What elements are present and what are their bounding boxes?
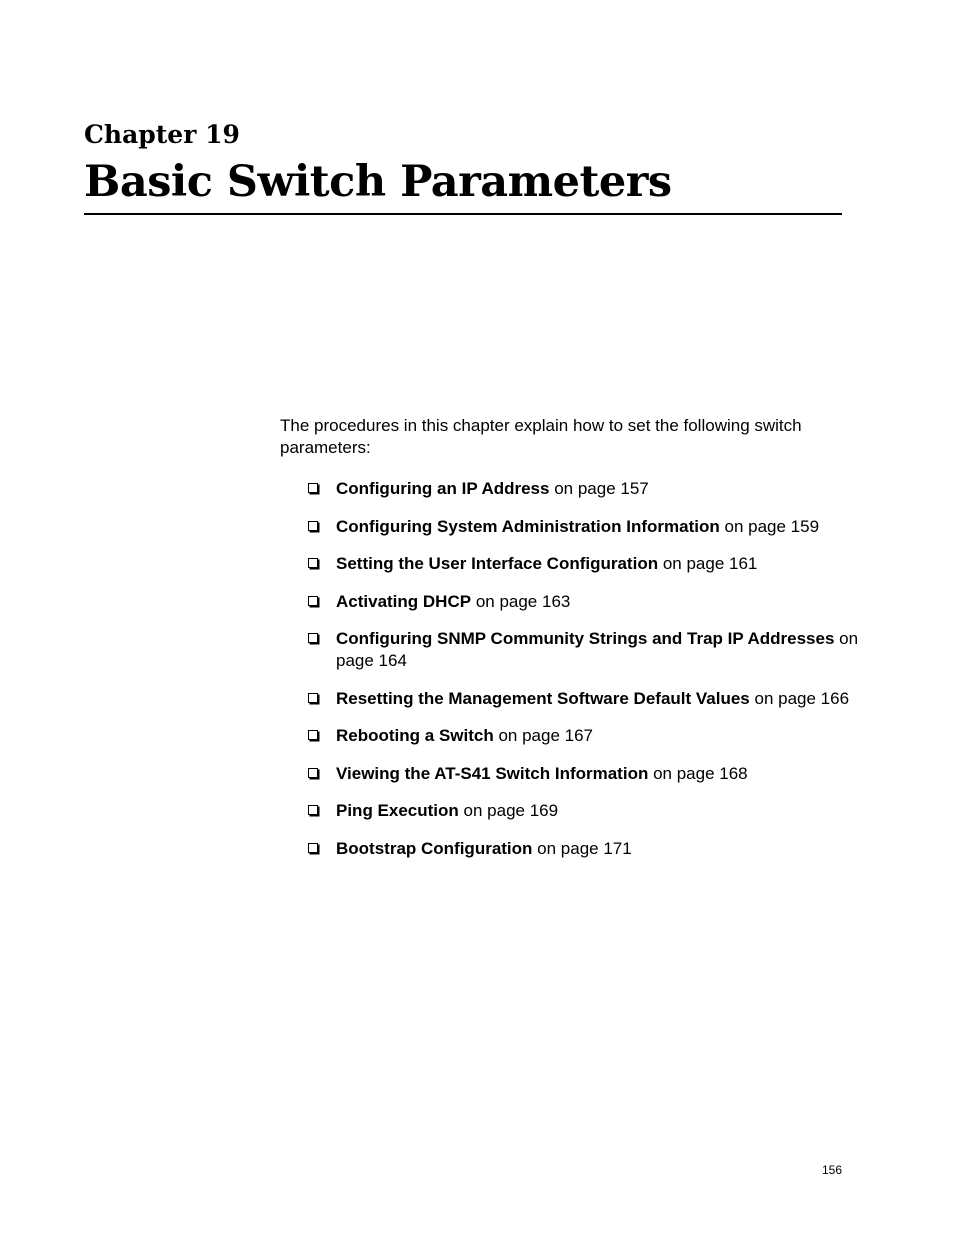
- page-reference: on page 157: [554, 479, 649, 498]
- checkbox-icon: [308, 596, 318, 606]
- topic-link[interactable]: Bootstrap Configuration: [336, 838, 533, 858]
- topic-list: [308, 478, 868, 875]
- chapter-label: Chapter 19: [84, 120, 240, 149]
- checkbox-icon: [308, 693, 318, 703]
- intro-paragraph: The procedures in this chapter explain how to set the following switch parameters:: [280, 416, 802, 457]
- list-item: [308, 763, 868, 785]
- page-reference: on page 166: [754, 688, 850, 708]
- topic-link[interactable]: Activating DHCP: [336, 591, 472, 611]
- page-number: 156: [821, 1163, 842, 1177]
- list-item: [308, 800, 868, 822]
- list-item: [308, 478, 868, 500]
- checkbox-icon: [308, 843, 318, 853]
- topic-link[interactable]: Configuring an IP Address: [336, 479, 550, 498]
- title-divider: [84, 213, 842, 215]
- list-item: [308, 688, 868, 710]
- page-reference: on page 159: [724, 516, 820, 536]
- list-item: [308, 628, 868, 672]
- topic-link[interactable]: Configuring SNMP Community Strings and Trap IP Addresses: [336, 629, 835, 648]
- page-reference: on page 161: [662, 554, 758, 573]
- page-reference: on page 164: [336, 629, 859, 670]
- page-reference: on page 163: [475, 591, 571, 611]
- topic-link[interactable]: Rebooting a Switch: [336, 726, 494, 745]
- checkbox-icon: [308, 805, 318, 815]
- checkbox-icon: [308, 768, 318, 778]
- checkbox-icon: [308, 483, 318, 493]
- topic-link[interactable]: Configuring System Administration Information: [336, 516, 720, 536]
- page-reference: on page 167: [498, 726, 594, 745]
- list-item: [308, 725, 868, 747]
- page-reference: on page 168: [653, 763, 748, 783]
- checkbox-icon: [308, 633, 318, 643]
- page-reference: on page 169: [463, 801, 559, 820]
- list-item: [308, 591, 868, 613]
- checkbox-icon: [308, 521, 318, 531]
- topic-link[interactable]: Viewing the AT-S41 Switch Information: [336, 763, 649, 783]
- page-title: Basic Switch Parameters: [84, 157, 672, 207]
- list-item: [308, 516, 868, 538]
- page-reference: on page 171: [537, 838, 632, 858]
- topic-link[interactable]: Resetting the Management Software Default Values: [336, 688, 750, 708]
- list-item: [308, 838, 868, 860]
- checkbox-icon: [308, 730, 318, 740]
- topic-link[interactable]: Setting the User Interface Configuration: [336, 554, 659, 573]
- list-item: [308, 553, 868, 575]
- checkbox-icon: [308, 558, 318, 568]
- topic-link[interactable]: Ping Execution: [336, 801, 459, 820]
